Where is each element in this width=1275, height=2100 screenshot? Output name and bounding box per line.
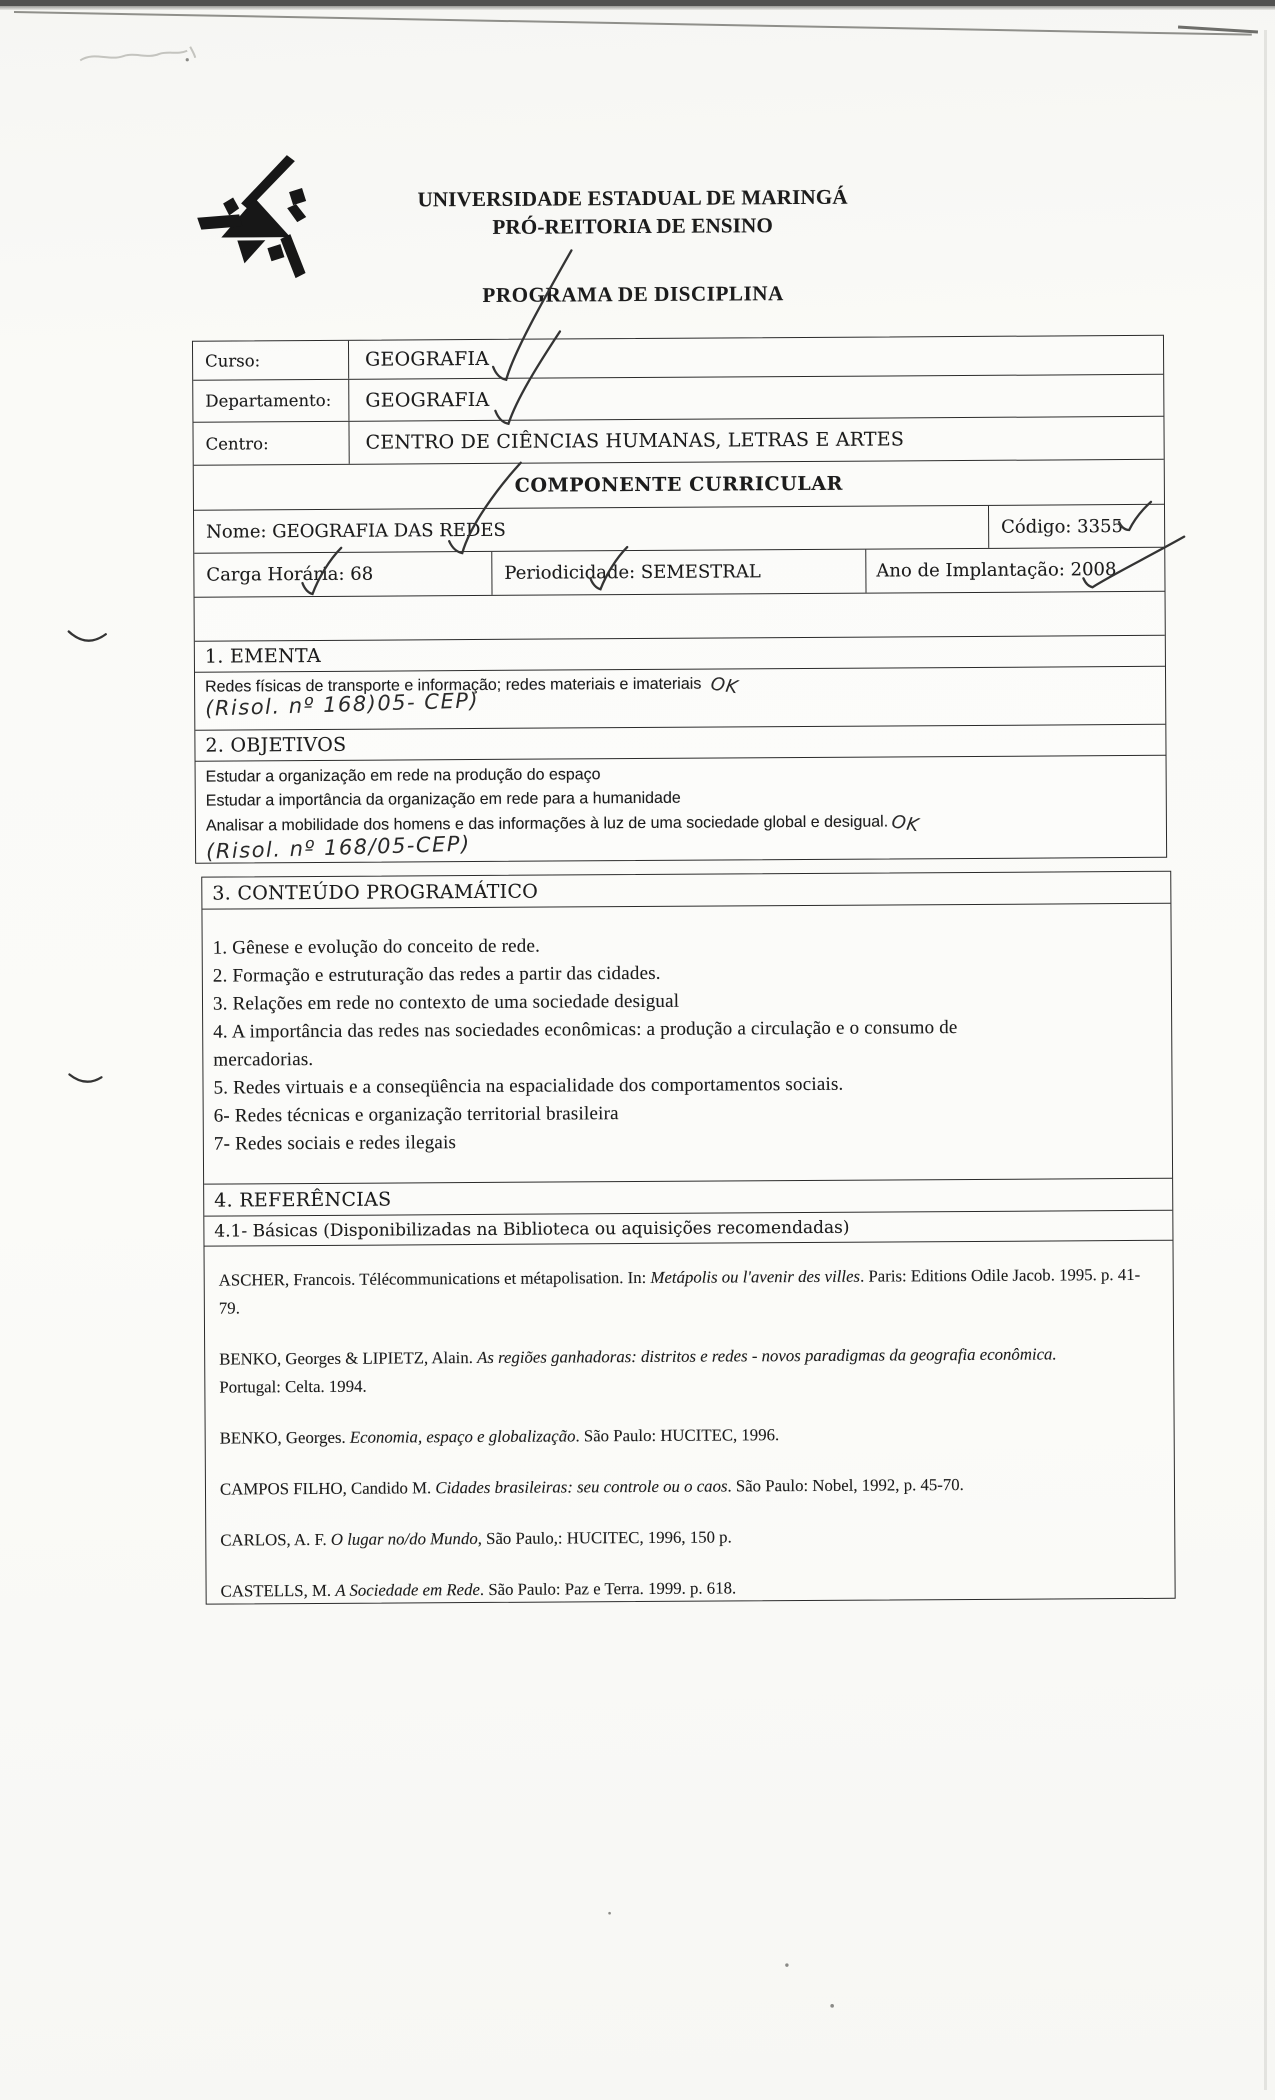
reference-item: CASTELLS, M. A Sociedade em Rede. São Paulo: Paz e Terra. 1999. p. 618. <box>220 1578 737 1601</box>
reference-item: BENKO, Georges & LIPIETZ, Alain. As regiões ganhadoras: distritos e redes - novos paradigmas da geografia econômica. Portugal: Celta. 1994. <box>219 1344 1057 1397</box>
nome-row <box>194 504 1164 553</box>
referencias-subheading: 4.1- Básicas (Disponibilizadas na Biblioteca ou aquisições recomendadas) <box>204 1210 1172 1246</box>
pencil-scribble <box>80 51 187 61</box>
curso-value: GEOGRAFIA <box>365 347 490 371</box>
departamento-value: GEOGRAFIA <box>365 388 490 412</box>
conteudo-heading: 3. CONTEÚDO PROGRAMÁTICO <box>202 872 1170 910</box>
scan-speck <box>186 58 189 61</box>
margin-pen-stroke-icon <box>69 1074 101 1082</box>
objetivo-item <box>206 808 1156 839</box>
objetivos-handwritten-note: (Risol. nº 168/05-CEP) <box>205 831 472 864</box>
university-header <box>0 180 1270 244</box>
conteudo-body <box>202 904 1172 1184</box>
curso-label: Curso: <box>193 341 349 380</box>
nome-cell: Nome: GEOGRAFIA DAS REDES <box>206 519 506 543</box>
reference-item: CAMPOS FILHO, Candido M. Cidades brasileiras: seu controle ou o caos. São Paulo: Nobel, 1992, p. 45-70. <box>219 1475 964 1499</box>
conteudo-line: 1. Gênese e evolução do conceito de rede. <box>212 935 541 959</box>
carga-horaria-cell: Carga Horária: 68 <box>206 563 374 586</box>
carga-horaria-row <box>194 547 1164 597</box>
discipline-info-table <box>192 335 1167 864</box>
conteudo-line: 6- Redes técnicas e organização territorial brasileira <box>213 1103 619 1127</box>
referencias-body <box>204 1240 1174 1604</box>
empty-row <box>195 591 1165 641</box>
periodicidade-cell: Periodicidade: SEMESTRAL <box>491 550 865 595</box>
ementa-section <box>195 666 1165 730</box>
objetivos-ok-annotation: OK <box>890 811 922 837</box>
university-department: PRÓ-REITORIA DE ENSINO <box>492 213 774 239</box>
ano-implantacao-cell: Ano de Implantação: 2008 <box>865 548 1164 593</box>
objetivos-section <box>196 755 1167 863</box>
codigo-cell: Código: 3355 <box>988 505 1164 548</box>
conteudo-line: 4. A importância das redes nas sociedades econômicas: a produção a circulação e o consumo de <box>213 1017 958 1043</box>
conteudo-line: 7- Redes sociais e redes ilegais <box>213 1132 457 1155</box>
reference-item: ASCHER, Francois. Télécommunications et métapolisation. In: Metápolis ou l'avenir des villes. Paris: Editions Odile Jacob. 1995. p. 41-79. <box>218 1264 1141 1318</box>
objetivo-item: Estudar a organização em rede na produção do espaço <box>205 766 601 786</box>
centro-label: Centro: <box>193 422 349 465</box>
pencil-scribble <box>190 47 195 58</box>
margin-pen-stroke-icon <box>69 631 106 641</box>
university-name: UNIVERSIDADE ESTADUAL DE MARINGÁ <box>417 184 848 212</box>
departamento-label: Departamento: <box>193 380 349 422</box>
ementa-handwritten-note: (Risol. nº 168)05- CEP) <box>204 688 480 721</box>
ementa-text: Redes físicas de transporte e informação; redes materiais e imateriais <box>205 675 702 696</box>
conteudo-line: 2. Formação e estruturação das redes a partir das cidades. <box>212 962 661 987</box>
departamento-row <box>193 374 1163 422</box>
conteudo-line: 3. Relações em rede no contexto de uma sociedade desigual <box>212 990 680 1015</box>
referencias-heading: 4. REFERÊNCIAS <box>204 1178 1172 1216</box>
ementa-heading: 1. EMENTA <box>195 635 1165 672</box>
program-content-table <box>201 871 1175 1605</box>
objetivos-heading: 2. OBJETIVOS <box>195 724 1165 761</box>
objetivo-item-text: Analisar a mobilidade dos homens e das informações à luz de uma sociedade global e desigual. <box>205 813 889 835</box>
scan-speck <box>608 1912 611 1915</box>
scan-speck <box>830 2004 834 2008</box>
componente-curricular-header: COMPONENTE CURRICULAR <box>194 459 1164 510</box>
centro-row <box>193 416 1163 465</box>
conteudo-line: mercadorias. <box>213 1048 314 1071</box>
objetivo-item: Estudar a importância da organização em rede para a humanidade <box>205 789 681 810</box>
scan-speck <box>785 1963 788 1966</box>
ementa-ok-annotation: OK <box>709 673 741 699</box>
form-title: PROGRAMA DE DISCIPLINA <box>482 281 784 307</box>
conteudo-line: 5. Redes virtuais e a conseqüência na espacialidade dos comportamentos sociais. <box>213 1073 844 1099</box>
reference-item: CARLOS, A. F. O lugar no/do Mundo, São Paulo,: HUCITEC, 1996, 150 p. <box>220 1527 732 1550</box>
centro-value: CENTRO DE CIÊNCIAS HUMANAS, LETRAS E ARTES <box>365 428 905 454</box>
reference-item: BENKO, Georges. Economia, espaço e globalização. São Paulo: HUCITEC, 1996. <box>219 1425 780 1448</box>
curso-row <box>193 336 1163 380</box>
